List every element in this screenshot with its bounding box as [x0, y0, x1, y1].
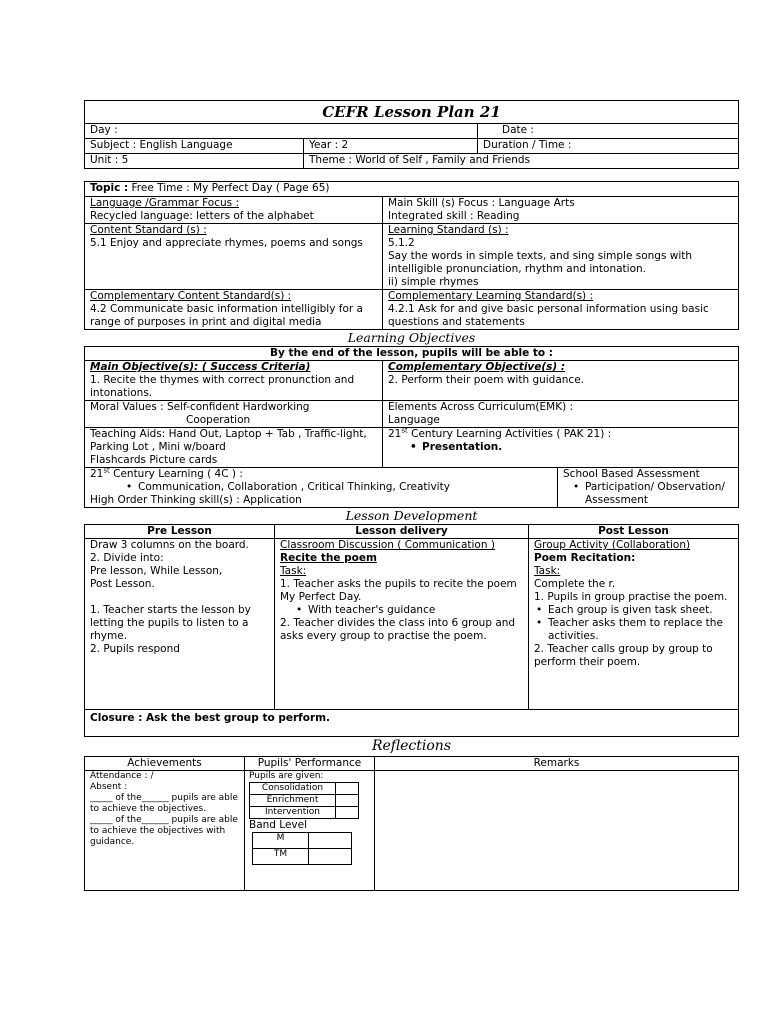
attendance-field: Attendance : /: [90, 771, 154, 781]
post-lesson-header: Post Lesson: [529, 525, 739, 539]
objectives-table: [84, 346, 739, 508]
content-standard-cell: [85, 224, 383, 290]
skill-focus-cell: [383, 197, 739, 224]
language-focus-label: Language /Grammar Focus :: [90, 197, 239, 209]
delivery-step-1: 1. Teacher asks the pupils to recite the poem My Perfect Day.: [280, 578, 517, 603]
closure-row: Closure : Ask the best group to perform.: [85, 710, 739, 737]
objectives-intro: By the end of the lesson, pupils will be able to :: [85, 347, 739, 361]
emk-value: Language: [388, 414, 440, 426]
band-m: M: [253, 833, 309, 849]
learning-standard-cell: [383, 224, 739, 290]
group-consolidation: Consolidation: [250, 783, 336, 795]
teaching-aids-2: Flashcards Picture cards: [90, 454, 218, 466]
achievements-header: Achievements: [85, 757, 245, 771]
comp-learning-value: 4.2.1 Ask for and give basic personal information using basic questions and statements: [388, 303, 709, 328]
group-enrichment: Enrichment: [250, 795, 336, 807]
achievement-line-2: _____ of the______ pupils are able to achieve the objectives with guidance.: [90, 815, 238, 847]
post-bullet-2: • Teacher asks them to replace the activities.: [534, 617, 733, 643]
four-c-value: • Communication, Collaboration , Critical Thinking, Creativity: [124, 481, 552, 494]
pre-line: 2. Divide into:: [90, 552, 164, 564]
delivery-bullet: • With teacher's guidance: [294, 604, 523, 617]
pre-line: 1. Teacher starts the lesson by letting the pupils to listen to a rhyme.: [90, 604, 251, 642]
pak21-cell: [383, 428, 739, 468]
lesson-plan-document: [84, 100, 739, 891]
theme-field: Theme : World of Self , Family and Friends: [304, 154, 739, 169]
pre-lesson-header: Pre Lesson: [85, 525, 275, 539]
band-tm: TM: [253, 849, 309, 865]
intervention-groups-table: [249, 782, 359, 819]
duration-field: Duration / Time :: [478, 139, 739, 154]
learning-standard-value: Say the words in simple texts, and sing simple songs with intelligible pronunciation, rhythm and intonation.: [388, 250, 693, 275]
content-standard-label: Content Standard (s) :: [90, 224, 207, 236]
header-table: [84, 100, 739, 169]
group-box[interactable]: [336, 807, 359, 819]
group-box[interactable]: [336, 783, 359, 795]
delivery-subheading: Recite the poem: [280, 552, 377, 564]
sba-value: • Participation/ Observation/ Assessment: [571, 481, 733, 507]
main-objective-value: 1. Recite the thymes with correct pronunction and intonations.: [90, 374, 355, 399]
emk-cell: [383, 401, 739, 428]
moral-values-line2: Cooperation: [186, 414, 251, 426]
emk-label: Elements Across Curriculum(EMK) :: [388, 401, 574, 413]
comp-objective-cell: [383, 361, 739, 401]
comp-content-value: 4.2 Communicate basic information intelligibly for a range of purposes in print and digital media: [90, 303, 363, 328]
subject-field: Subject : English Language: [85, 139, 304, 154]
teaching-aids: Teaching Aids: Hand Out, Laptop + Tab , Traffic-light, Parking Lot , Mini w/board: [90, 428, 367, 453]
moral-values-cell: [85, 401, 383, 428]
pupils-given-label: Pupils are given:: [249, 771, 324, 781]
remarks-header: Remarks: [375, 757, 739, 771]
pre-lesson-cell: [85, 539, 275, 710]
group-box[interactable]: [336, 795, 359, 807]
achievement-line-1: _____ of the______ pupils are able to achieve the objectives.: [90, 793, 238, 814]
lesson-delivery-cell: [275, 539, 529, 710]
unit-field: Unit : 5: [85, 154, 304, 169]
performance-header: Pupils' Performance: [245, 757, 375, 771]
reflections-heading: Reflections: [371, 738, 452, 754]
comp-objective-value: 2. Perform their poem with guidance.: [388, 374, 585, 386]
achievements-cell: [85, 771, 245, 891]
learning-standard-sub: ii) simple rhymes: [388, 276, 479, 288]
comp-learning-standard-cell: [383, 290, 739, 330]
pre-line: 2. Pupils respond: [90, 643, 180, 655]
post-line-1: Complete the r.: [534, 578, 616, 590]
learning-objectives-heading: Learning Objectives: [347, 330, 476, 345]
delivery-task-label: Task:: [280, 565, 307, 577]
comp-content-label: Complementary Content Standard(s) :: [90, 290, 292, 302]
learning-standard-label: Learning Standard (s) :: [388, 224, 509, 236]
band-box[interactable]: [309, 849, 352, 865]
hots-cell: High Order Thinking skill(s) : Application: [85, 494, 558, 508]
pak21-sup: st: [401, 426, 408, 435]
integrated-skill: Integrated skill : Reading: [388, 210, 520, 222]
comp-content-standard-cell: [85, 290, 383, 330]
delivery-heading: Classroom Discussion ( Communication ): [280, 539, 495, 551]
four-c-cell: [85, 468, 558, 495]
post-line-3: 2. Teacher calls group by group to perform their poem.: [534, 643, 713, 668]
pak21-num: 21: [388, 428, 402, 440]
remarks-cell[interactable]: [375, 771, 739, 891]
delivery-step-2: 2. Teacher divides the class into 6 group and asks every group to practise the poem.: [280, 617, 516, 642]
sba-cell: [558, 468, 739, 508]
date-field: Date :: [478, 124, 739, 139]
language-focus-cell: [85, 197, 383, 224]
standards-table: [84, 181, 739, 330]
main-objective-label: Main Objective(s): ( Success Criteria): [90, 361, 311, 373]
sba-label: School Based Assessment: [563, 468, 700, 480]
comp-objective-label: Complementary Objective(s) :: [388, 361, 566, 373]
pre-line: Draw 3 columns on the board.: [90, 539, 249, 551]
band-level-label: Band Level: [249, 819, 308, 831]
lesson-delivery-header: Lesson delivery: [275, 525, 529, 539]
four-c-num: 21: [90, 468, 104, 480]
four-c-text: Century Learning ( 4C ) :: [109, 468, 243, 480]
teaching-aids-cell: [85, 428, 383, 468]
topic-row: [85, 182, 739, 197]
year-field: Year : 2: [304, 139, 478, 154]
band-level-table: [252, 832, 352, 865]
main-skill: Main Skill (s) Focus : Language Arts: [388, 197, 575, 209]
band-box[interactable]: [309, 833, 352, 849]
topic-value: Free Time : My Perfect Day ( Page 65): [128, 182, 330, 194]
learning-standard-code: 5.1.2: [388, 237, 415, 249]
content-standard-value: 5.1 Enjoy and appreciate rhymes, poems and songs: [90, 237, 363, 249]
moral-values-line1: Moral Values : Self-confident Hardworking: [90, 401, 310, 413]
absent-field: Absent :: [90, 782, 128, 792]
lesson-development-heading: Lesson Development: [345, 508, 478, 523]
day-field: Day :: [85, 124, 478, 139]
language-focus-value: Recycled language: letters of the alphabet: [90, 210, 314, 222]
main-objective-cell: [85, 361, 383, 401]
pak21-label: [388, 428, 733, 441]
pak21-value: • Presentation.: [408, 441, 733, 454]
development-table: [84, 524, 739, 737]
performance-cell: [245, 771, 375, 891]
pak21-text: Century Learning Activities ( PAK 21) :: [407, 428, 612, 440]
post-heading: Group Activity (Collaboration): [534, 539, 691, 551]
comp-learning-label: Complementary Learning Standard(s) :: [388, 290, 594, 302]
four-c-sup: st: [103, 466, 110, 475]
post-line-2: 1. Pupils in group practise the poem.: [534, 591, 728, 603]
document-title: CEFR Lesson Plan 21: [85, 101, 739, 124]
four-c-label: [90, 468, 552, 481]
post-task-label: Task:: [534, 565, 561, 577]
post-subheading: Poem Recitation:: [534, 552, 636, 564]
topic-label: Topic :: [90, 182, 129, 194]
pre-line: Post Lesson.: [90, 578, 155, 590]
post-bullet-1: • Each group is given task sheet.: [534, 604, 733, 617]
group-intervention: Intervention: [250, 807, 336, 819]
pre-line: Pre lesson, While Lesson,: [90, 565, 223, 577]
reflections-table: [84, 756, 739, 891]
post-lesson-cell: [529, 539, 739, 710]
